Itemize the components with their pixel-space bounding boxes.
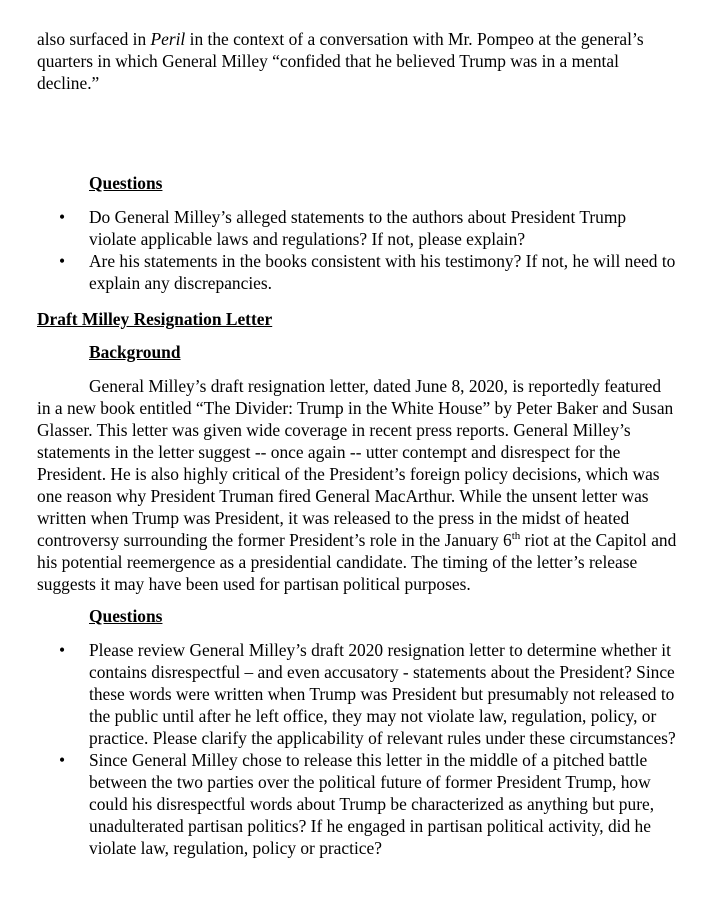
bullet-icon: • — [59, 251, 66, 271]
questions-list-2 — [37, 639, 677, 859]
list-item — [37, 206, 677, 250]
background-text-start: General Milley’s draft resignation letter, dated June 8, 2020, is reportedly featured in a new book entitled “The Divider: Trump in the White House” by Peter Baker and Susan Glasser. This letter was given wide coverage in recent press reports. General Milley’s statements in the letter suggest -- once again -- utter contempt and disrespect for the President. He is also highly critical of the President’s foreign policy decisions, which was one reason why President Truman fired General MacArthur. While the unsent letter was written when Trump was President, it was released to the press in the midst of heated controversy surrounding the former President’s role in the January 6 — [37, 376, 674, 550]
bullet-icon: • — [59, 640, 66, 660]
book-title-peril: Peril — [150, 29, 186, 49]
intro-text-end: in the context of a conversation with Mr. Pompeo at the general’s quarters in which General Milley “confided that he believed Trump was in a mental decline.” — [37, 29, 644, 93]
section-title-draft-letter: Draft Milley Resignation Letter — [37, 309, 273, 329]
list-item — [37, 749, 677, 859]
list-item — [37, 250, 677, 294]
list-item-text: Are his statements in the books consistent with his testimony? If not, he will need to explain any discrepancies. — [89, 251, 676, 293]
background-paragraph — [37, 375, 677, 595]
questions-heading-1: Questions — [89, 173, 163, 193]
list-item-text: Please review General Milley’s draft 2020 resignation letter to determine whether it contains disrespectful – and even accusatory - statements about the President? Since these words were written when Trump was President but presumably not released to the public until after he left office, they may not violate law, regulation, policy, or practice. Please clarify the applicability of relevant rules under these circumstances? — [89, 640, 676, 748]
questions-list-1 — [37, 206, 677, 294]
list-item-text: Since General Milley chose to release this letter in the middle of a pitched battle between the two parties over the political future of former President Trump, how could his disrespectful words about Trump be characterized as anything but pure, unadulterated partisan politics? If he engaged in partisan political activity, did he violate law, regulation, policy or practice? — [89, 750, 655, 858]
ordinal-superscript: th — [511, 530, 521, 543]
intro-text-start: also surfaced in — [37, 29, 151, 49]
bullet-icon: • — [59, 750, 66, 770]
background-heading: Background — [89, 342, 181, 362]
bullet-icon: • — [59, 207, 66, 227]
list-item-text: Do General Milley’s alleged statements to the authors about President Trump violate applicable laws and regulations? If not, please explain? — [89, 207, 627, 249]
background-text-end: riot at the Capitol and his potential reemergence as a presidential candidate. The timing of the letter’s release suggests it may have been used for partisan political purposes. — [37, 530, 677, 594]
intro-paragraph — [37, 28, 677, 94]
list-item — [37, 639, 677, 749]
questions-heading-2: Questions — [89, 606, 163, 626]
